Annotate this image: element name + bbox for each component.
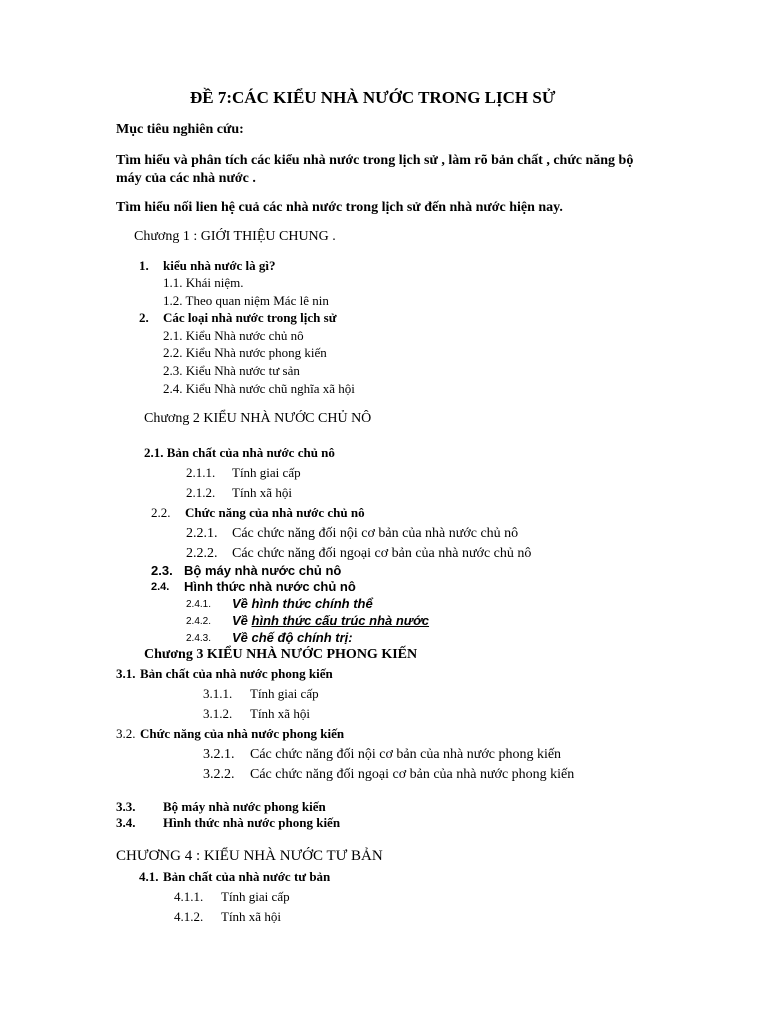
- ch2-2-1-2-label: Tính xã hội: [232, 485, 292, 500]
- ch1-item-2-4: 2.4. Kiểu Nhà nước chũ nghĩa xã hội: [163, 381, 355, 396]
- ch3-3-4-label: Hình thức nhà nước phong kiến: [163, 815, 341, 830]
- ch2-2-3-label: Bộ máy nhà nước chủ nô: [184, 563, 342, 578]
- chapter-2-title: Chương 2 KIỂU NHÀ NƯỚC CHỦ NÔ: [144, 411, 372, 426]
- ch2-2-4-2-prefix: Về: [232, 613, 252, 628]
- ch3-3-1-1-label: Tính giai cấp: [250, 686, 319, 701]
- ch3-3-2-label: Chức năng của nhà nước phong kiến: [140, 726, 345, 741]
- ch3-3-2-1-number: 3.2.1.: [203, 747, 235, 762]
- ch3-3-1-label: Bản chất của nhà nước phong kiến: [140, 666, 333, 681]
- ch4-4-1-2-label: Tính xã hội: [221, 909, 281, 924]
- ch3-3-2-2-number: 3.2.2.: [203, 767, 235, 782]
- ch2-2-2-1-label: Các chức năng đối nội cơ bản của nhà nước chủ nô: [232, 526, 519, 541]
- chapter-1-title: Chương 1 : GIỚI THIỆU CHUNG .: [134, 229, 336, 244]
- ch2-2-4-1-label: Về hình thức chính thể: [232, 596, 373, 611]
- ch2-2-4-label: Hình thức nhà nước chủ nô: [184, 579, 356, 594]
- ch1-item-2-2: 2.2. Kiểu Nhà nước phong kiến: [163, 345, 327, 360]
- ch2-2-1-1-label: Tính giai cấp: [232, 465, 301, 480]
- ch2-2-3-number: 2.3.: [151, 563, 173, 578]
- ch2-2-4-3-label: Về chế độ chính trị:: [232, 630, 353, 645]
- objective-2: Tìm hiểu nối lien hệ cuả các nhà nước trong lịch sử đến nhà nước hiện nay.: [116, 200, 563, 215]
- ch3-3-1-2-number: 3.1.2.: [203, 706, 233, 721]
- ch2-2-2-2-label: Các chức năng đối ngoại cơ bản của nhà nước chủ nô: [232, 546, 532, 561]
- ch3-3-3-number: 3.3.: [116, 799, 136, 814]
- ch4-4-1-1-label: Tính giai cấp: [221, 889, 290, 904]
- ch3-3-2-1-label: Các chức năng đối nội cơ bản của nhà nước phong kiến: [250, 747, 562, 762]
- ch4-4-1-1-number: 4.1.1.: [174, 889, 204, 904]
- ch1-item-2-3: 2.3. Kiểu Nhà nước tư sản: [163, 363, 300, 378]
- ch2-2-4-2-underlined: hình thức cấu trúc nhà nước: [251, 613, 430, 628]
- ch1-item-1-number: 1.: [139, 258, 149, 273]
- ch1-item-2-number: 2.: [139, 310, 149, 325]
- objective-1-line2: máy của các nhà nước .: [116, 171, 256, 186]
- ch4-4-1-label: Bản chất của nhà nước tư bản: [163, 869, 331, 884]
- ch3-3-2-2-label: Các chức năng đối ngoại cơ bản của nhà nước phong kiến: [250, 767, 575, 782]
- ch1-item-1-label: kiểu nhà nước là gì?: [163, 258, 276, 273]
- ch4-4-1-2-number: 4.1.2.: [174, 909, 204, 924]
- ch1-item-2-1: 2.1. Kiểu Nhà nước chủ nô: [163, 328, 304, 343]
- document-title: ĐỀ 7:CÁC KIỂU NHÀ NƯỚC TRONG LỊCH SỬ: [190, 88, 556, 107]
- ch1-item-1-1: 1.1. Khái niệm.: [163, 275, 244, 290]
- ch3-3-1-2-label: Tính xã hội: [250, 706, 310, 721]
- ch2-2-4-2-number: 2.4.2.: [186, 616, 212, 627]
- ch2-2-4-3-number: 2.4.3.: [186, 633, 212, 644]
- ch1-item-2-label: Các loại nhà nước trong lịch sử: [163, 310, 337, 325]
- ch3-3-4-number: 3.4.: [116, 815, 136, 830]
- ch4-4-1-number: 4.1.: [139, 869, 159, 884]
- ch2-2-4-1-number: 2.4.1.: [186, 599, 212, 610]
- ch2-2-2-label: Chức năng của nhà nước chủ nô: [185, 505, 365, 520]
- ch3-3-1-1-number: 3.1.1.: [203, 686, 233, 701]
- objective-1-line1: Tìm hiểu và phân tích các kiểu nhà nước trong lịch sử , làm rõ bản chất , chức năng bộ: [116, 153, 634, 168]
- ch2-2-1-1-number: 2.1.1.: [186, 465, 216, 480]
- ch1-item-1-2: 1.2. Theo quan niệm Mác lê nin: [163, 293, 329, 308]
- ch2-section-2-1: 2.1. Bản chất của nhà nước chủ nô: [144, 445, 335, 460]
- ch2-2-2-2-number: 2.2.2.: [186, 546, 218, 561]
- chapter-3-title: Chương 3 KIỂU NHÀ NƯỚC PHONG KIẾN: [144, 647, 418, 662]
- ch2-2-1-2-number: 2.1.2.: [186, 485, 216, 500]
- ch3-3-2-number: 3.2.: [116, 726, 136, 741]
- ch2-2-2-1-number: 2.2.1.: [186, 526, 218, 541]
- ch2-2-2-number: 2.2.: [151, 505, 171, 520]
- ch3-3-3-label: Bộ máy nhà nước phong kiến: [163, 799, 326, 814]
- chapter-4-title: CHƯƠNG 4 : KIỂU NHÀ NƯỚC TƯ BẢN: [116, 848, 383, 864]
- ch2-2-4-number: 2.4.: [151, 581, 170, 593]
- objective-heading: Mục tiêu nghiên cứu:: [116, 122, 244, 137]
- ch3-3-1-number: 3.1.: [116, 666, 136, 681]
- ch2-2-4-2-label: [232, 614, 429, 629]
